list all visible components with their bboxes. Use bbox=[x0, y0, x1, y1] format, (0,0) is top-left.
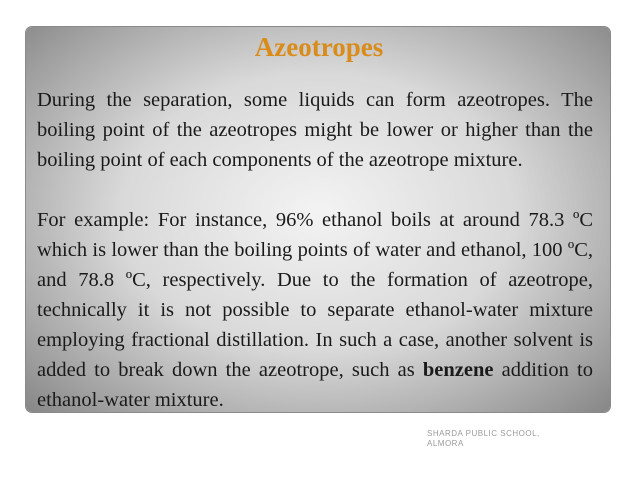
footer-location: ALMORA bbox=[427, 439, 464, 448]
paragraph-definition: During the separation, some liquids can form azeotropes. The boiling point of the azeotropes might be lower or higher than the boiling point of each components of the azeotrope mixture. bbox=[37, 89, 593, 171]
paragraph-example bbox=[37, 205, 593, 415]
footer-watermark bbox=[427, 429, 540, 449]
slide-body bbox=[37, 85, 593, 415]
benzene-highlight: benzene bbox=[422, 359, 494, 381]
footer-school-name: SHARDA PUBLIC SCHOOL, bbox=[427, 429, 540, 438]
slide-title: Azeotropes bbox=[254, 32, 384, 62]
example-text-start: For example: For instance, 96% ethanol boils at around 78.3 ºC which is lower than the boiling points of water and ethanol, 100 ºC, and 78.8 ºC, respectively. Due to the formation of azeotrope, technically it is not possible to separate ethanol-water mixture employing fractional distillation. In such a case, another solvent is added to break down the azeotrope, such as bbox=[37, 209, 593, 381]
example-text-end: addition to ethanol-water mixture. bbox=[37, 359, 593, 411]
